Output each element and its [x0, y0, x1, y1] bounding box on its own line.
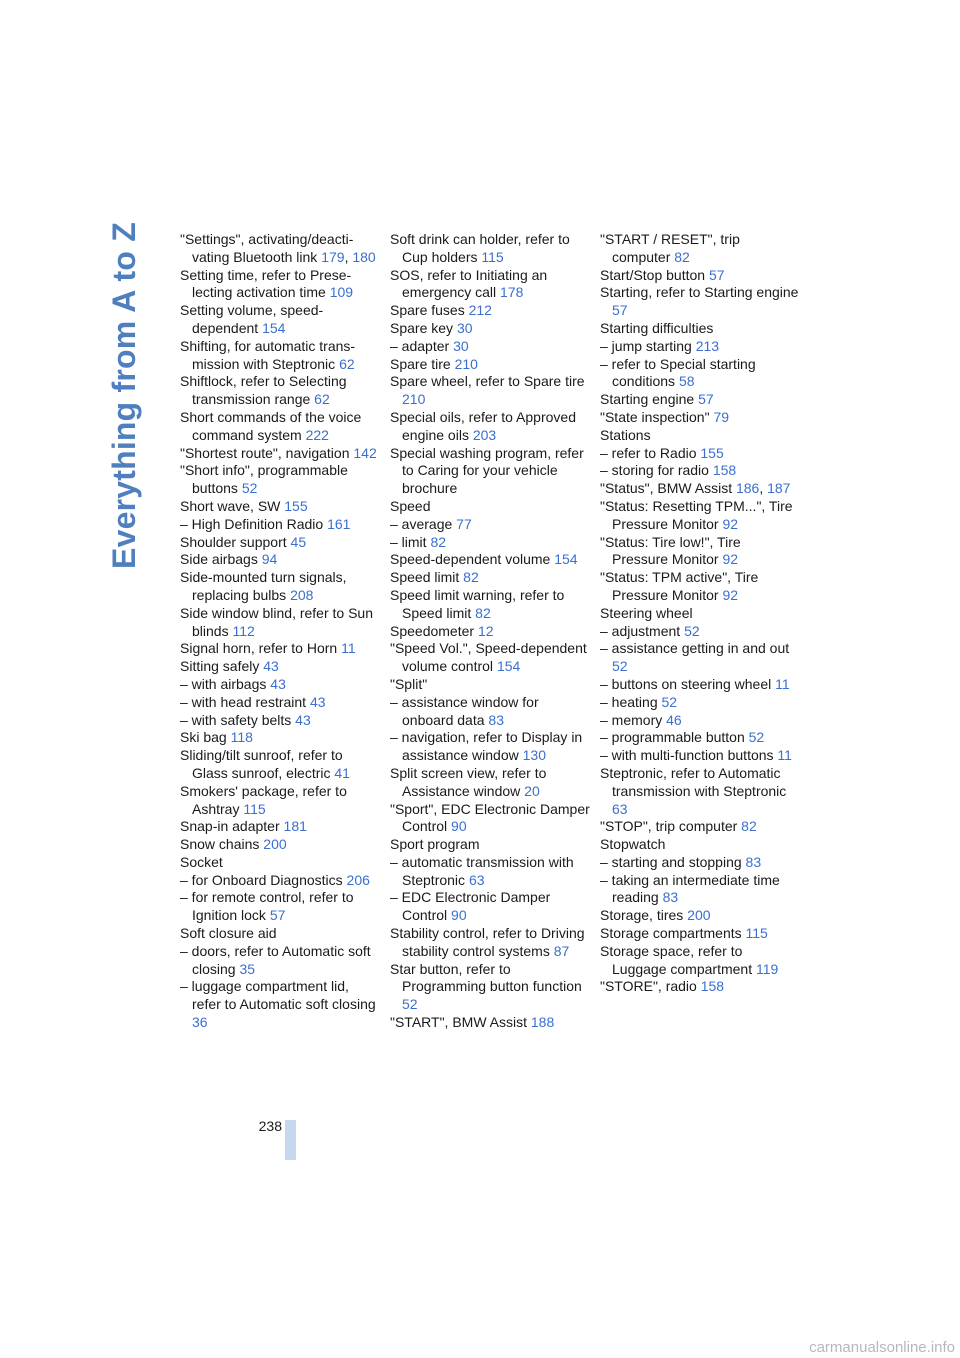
index-entry	[390, 801, 590, 837]
entry-text: Snow chains	[180, 836, 264, 853]
index-entry	[600, 356, 800, 392]
entry-text: Spare key	[390, 319, 457, 336]
index-entry	[600, 854, 800, 872]
index-entry	[600, 427, 800, 445]
page-link[interactable]: 52	[684, 622, 700, 639]
index-entry	[600, 623, 800, 641]
entry-text: Starting engine	[600, 391, 699, 408]
page-link[interactable]: 179	[321, 248, 345, 265]
index-entry	[390, 925, 590, 961]
index-entry	[180, 872, 380, 890]
page-link[interactable]: 92	[722, 586, 739, 603]
index-entry	[600, 391, 800, 409]
index-entry	[600, 534, 800, 570]
index-entry	[390, 623, 590, 641]
page-link[interactable]: 115	[745, 925, 768, 942]
entry-text: Starting, refer to Starting engine	[600, 284, 799, 301]
entry-text: Signal horn, refer to Horn	[180, 640, 342, 657]
page-link[interactable]: 210	[454, 355, 478, 372]
index-entry	[390, 302, 590, 320]
entry-text: – refer to Radio	[600, 444, 701, 461]
page-link[interactable]: 11	[341, 640, 356, 657]
page-link[interactable]: 187	[767, 480, 791, 497]
entry-text: "STOP", trip computer	[600, 818, 742, 835]
entry-text: "Shortest route", navigation	[180, 444, 354, 461]
page-link[interactable]: 43	[309, 693, 326, 710]
index-entry	[390, 356, 590, 374]
entry-text: – taking an intermediate time reading	[600, 871, 780, 906]
entry-text: "State inspection"	[600, 408, 714, 425]
entry-text: Short commands of the voice command system	[180, 408, 362, 443]
entry-text: Steering wheel	[600, 604, 693, 621]
entry-text: Special oils, refer to Approved engine oils	[390, 408, 576, 443]
page-link[interactable]: 154	[554, 551, 578, 568]
page-link[interactable]: 45	[290, 533, 307, 550]
entry-text: Spare tire	[390, 355, 455, 372]
page-link[interactable]: 57	[269, 907, 286, 924]
index-entry	[390, 765, 590, 801]
page-link[interactable]: 20	[524, 782, 540, 799]
index-entry	[180, 943, 380, 979]
index-entry	[180, 747, 380, 783]
index-column-1	[180, 231, 380, 1032]
index-entry	[390, 961, 590, 1014]
page-link[interactable]: 57	[708, 266, 725, 283]
index-entry	[600, 712, 800, 730]
index-entry	[390, 676, 590, 694]
page-link[interactable]: 92	[722, 551, 739, 568]
entry-text: – High Definition Radio	[180, 515, 328, 532]
entry-text: – with safety belts	[180, 711, 296, 728]
index-entry	[390, 373, 590, 409]
entry-text: Short wave, SW	[180, 497, 285, 514]
index-entry	[180, 267, 380, 303]
entry-text: – buttons on steering wheel	[600, 675, 776, 692]
page-link[interactable]: 12	[477, 622, 494, 639]
index-entry	[180, 676, 380, 694]
index-entry	[600, 925, 800, 943]
entry-text: "STORE", radio	[600, 978, 701, 995]
index-entry	[390, 516, 590, 534]
entry-text: Storage, tires	[600, 907, 688, 924]
page-link[interactable]: 115	[243, 800, 266, 817]
index-entry	[390, 445, 590, 498]
page-link[interactable]: 142	[353, 444, 377, 461]
index-entry	[600, 907, 800, 925]
page-link[interactable]: 130	[522, 747, 546, 764]
entry-text: – starting and stopping	[600, 853, 746, 870]
page-link[interactable]: 58	[678, 373, 695, 390]
index-entry	[180, 818, 380, 836]
page-link[interactable]: 90	[451, 907, 467, 924]
page-link[interactable]: 46	[666, 711, 682, 728]
entry-text: – for Onboard Diagnostics	[180, 871, 347, 888]
entry-text: Sitting safely	[180, 658, 264, 675]
index-entry	[390, 409, 590, 445]
entry-text: Storage space, refer to Luggage compartment	[600, 942, 756, 977]
index-entry	[600, 267, 800, 285]
index-entry	[600, 284, 800, 320]
page-link[interactable]: 155	[700, 444, 724, 461]
page-link[interactable]: 154	[262, 319, 286, 336]
page-link[interactable]: 82	[674, 248, 690, 265]
page-link[interactable]: 83	[662, 889, 679, 906]
entry-text: "Status", BMW Assist	[600, 480, 736, 497]
index-entry	[180, 978, 380, 1031]
entry-text: Shoulder support	[180, 533, 291, 550]
index-entry	[600, 569, 800, 605]
index-entry	[600, 231, 800, 267]
index-entry	[600, 694, 800, 712]
index-entry	[180, 889, 380, 925]
entry-text: Storage compartments	[600, 925, 746, 942]
page-link[interactable]: 11	[777, 747, 792, 764]
entry-text: "Split"	[390, 675, 428, 692]
entry-text: Socket	[180, 853, 223, 870]
entry-text: – luggage compartment lid, refer to Automatic soft closing	[180, 978, 376, 1013]
entry-text: Soft drink can holder, refer to Cup holders	[390, 231, 570, 265]
page-link[interactable]: 52	[241, 480, 258, 497]
index-entry	[390, 854, 590, 890]
index-entry	[180, 498, 380, 516]
page-link[interactable]: 112	[232, 622, 255, 639]
index-entry	[180, 338, 380, 374]
index-entry	[600, 729, 800, 747]
sidebar-title-text: Everything from A to Z	[105, 221, 142, 569]
page-link[interactable]: 178	[500, 284, 524, 301]
index-entry	[180, 516, 380, 534]
index-entry	[600, 818, 800, 836]
index-entry	[180, 658, 380, 676]
page-link[interactable]: 82	[463, 569, 479, 586]
index-entry	[180, 445, 380, 463]
page-link[interactable]: 30	[456, 319, 473, 336]
page-link[interactable]: 119	[755, 960, 779, 977]
index-entry	[390, 320, 590, 338]
entry-text: Steptronic, refer to Automatic transmission with Steptronic	[600, 764, 787, 799]
entry-text: "Status: Resetting TPM...", Tire Pressure Monitor	[600, 497, 793, 532]
index-entry	[180, 640, 380, 658]
entry-text: Speed limit	[390, 569, 464, 586]
entry-text: – heating	[600, 693, 662, 710]
index-entry	[180, 302, 380, 338]
page-link[interactable]: 92	[722, 515, 739, 532]
page-link[interactable]: 52	[748, 729, 765, 746]
page-link[interactable]: 41	[334, 764, 350, 781]
page-link[interactable]: 208	[290, 586, 314, 603]
index-entry	[600, 872, 800, 908]
page-link[interactable]: 203	[472, 426, 497, 443]
entry-text: – with head restraint	[180, 693, 310, 710]
entry-text: "START / RESET", trip computer	[600, 231, 740, 265]
index-entry	[390, 836, 590, 854]
index-entry	[600, 498, 800, 534]
entry-text: Smokers' package, refer to Ashtray	[180, 782, 347, 817]
entry-text: – EDC Electronic Damper Control	[390, 889, 551, 924]
page-link[interactable]: 200	[687, 907, 711, 924]
page-link[interactable]: 188	[530, 1014, 555, 1031]
entry-text: Speedometer	[390, 622, 478, 639]
index-entry	[390, 231, 590, 267]
entry-text: – with multi-function buttons	[600, 747, 778, 764]
index-entry	[180, 605, 380, 641]
page-link[interactable]: 36	[192, 1014, 208, 1031]
entry-text: – storing for radio	[600, 462, 713, 479]
index-entry	[600, 747, 800, 765]
index-entry	[390, 338, 590, 356]
index-entry	[390, 640, 590, 676]
entry-text: – memory	[600, 711, 667, 728]
entry-text: Stability control, refer to Driving stability control systems	[390, 925, 585, 959]
entry-text: – adapter	[390, 337, 454, 354]
index-entry	[600, 836, 800, 854]
page-link[interactable]: 186	[735, 480, 760, 497]
page-number: 238	[258, 1118, 282, 1134]
index-entry	[600, 445, 800, 463]
page-link[interactable]: 43	[270, 675, 286, 692]
index-entry	[180, 729, 380, 747]
page-link[interactable]: 63	[612, 800, 628, 817]
page-link[interactable]: 83	[488, 711, 504, 728]
page-link[interactable]: 213	[695, 337, 720, 354]
page-link[interactable]: 62	[314, 391, 330, 408]
index-entry: "Status", BMW Assist 186, 187	[600, 480, 791, 497]
page-link[interactable]: 210	[402, 391, 426, 408]
entry-text: – jump starting	[600, 337, 696, 354]
page-link[interactable]: 52	[661, 693, 678, 710]
entry-text: Side window blind, refer to Sun blinds	[180, 604, 373, 639]
page-link[interactable]: 57	[612, 302, 628, 319]
entry-text: – programmable button	[600, 729, 749, 746]
page-link[interactable]: 94	[261, 551, 278, 568]
entry-text: – assistance window for onboard data	[390, 693, 539, 728]
index-entry	[180, 925, 380, 943]
index-entry	[180, 712, 380, 730]
index-entry	[180, 534, 380, 552]
index-entry	[180, 569, 380, 605]
index-column-3	[600, 231, 800, 996]
index-entry	[180, 783, 380, 819]
entry-text: "Short info", programmable buttons	[180, 462, 348, 497]
page-link[interactable]: 35	[239, 960, 256, 977]
page-link[interactable]: 161	[327, 515, 351, 532]
page-bar	[285, 1120, 296, 1160]
entry-text: Speed-dependent volume	[390, 551, 555, 568]
entry-text: Split screen view, refer to Assistance window	[390, 764, 547, 799]
entry-text: – with airbags	[180, 675, 271, 692]
entry-text: – doors, refer to Automatic soft closing	[180, 942, 371, 977]
index-entry	[180, 694, 380, 712]
page-link[interactable]: 90	[451, 818, 467, 835]
index-entry	[390, 534, 590, 552]
index-entry: "Settings", activating/deactivating Bluetooth link 179, 180	[180, 231, 376, 265]
entry-text: Side-mounted turn signals, replacing bulbs	[180, 569, 347, 603]
entry-text: – average	[390, 515, 457, 532]
index-entry	[390, 498, 590, 516]
index-entry	[390, 694, 590, 730]
index-entry	[600, 676, 800, 694]
entry-text: "Speed Vol.", Speed-dependent volume control	[390, 640, 587, 675]
index-entry	[180, 409, 380, 445]
index-entry	[600, 640, 800, 676]
page-link[interactable]: 109	[329, 284, 354, 301]
entry-text: – for remote control, refer to Ignition lock	[180, 889, 354, 924]
entry-text: Setting time, refer to Preselecting activation time	[180, 266, 352, 301]
entry-text: Start/Stop button	[600, 266, 709, 283]
entry-text: "START", BMW Assist	[390, 1014, 531, 1031]
page-link[interactable]: 79	[713, 408, 730, 425]
index-entry	[600, 765, 800, 818]
index-entry	[600, 462, 800, 480]
page-link[interactable]: 83	[745, 853, 762, 870]
entry-text: – assistance getting in and out	[600, 640, 790, 657]
page-link[interactable]: 52	[402, 996, 418, 1013]
entry-text: "Settings", activating/deactivating Bluetooth link	[180, 231, 354, 265]
entry-text: Soft closure aid	[180, 925, 277, 942]
page-link[interactable]: 118	[230, 729, 253, 746]
index-column-2	[390, 231, 590, 1032]
entry-text: Shiftlock, refer to Selecting transmission range	[180, 373, 347, 408]
page-link[interactable]: 52	[612, 658, 628, 675]
page-link[interactable]: 200	[263, 836, 287, 853]
index-entry	[600, 943, 800, 979]
page-link[interactable]: 43	[263, 658, 279, 675]
entry-text: Side airbags	[180, 551, 262, 568]
entry-text: SOS, refer to Initiating an emergency call	[390, 266, 548, 301]
index-entry	[180, 836, 380, 854]
page-link[interactable]: 62	[339, 355, 355, 372]
index-entry	[600, 605, 800, 623]
entry-text: "Status: Tire low!", Tire Pressure Monitor	[600, 533, 741, 568]
page-link[interactable]: 154	[496, 658, 521, 675]
page-link[interactable]: 57	[698, 391, 714, 408]
page-link[interactable]: 11	[775, 675, 790, 692]
entry-text: – adjustment	[600, 622, 685, 639]
index-entry	[600, 320, 800, 338]
index-entry	[390, 569, 590, 587]
index-entry	[180, 373, 380, 409]
page-link[interactable]: 87	[553, 942, 570, 959]
entry-text: Star button, refer to Programming button function	[390, 960, 582, 995]
index-entry	[600, 978, 800, 996]
index-entry	[390, 551, 590, 569]
page-link[interactable]: 212	[468, 302, 492, 319]
index-entry	[390, 729, 590, 765]
index-entry	[600, 409, 800, 427]
page-link[interactable]: 222	[305, 426, 329, 443]
entry-text: Speed	[390, 497, 431, 514]
entry-text: Spare fuses	[390, 302, 469, 319]
sidebar-title	[84, 221, 164, 569]
entry-text: Shifting, for automatic transmission with Steptronic	[180, 337, 356, 372]
entry-text: Special washing program, refer to Caring for your vehicle brochure	[390, 444, 584, 497]
entry-text: "Sport", EDC Electronic Damper Control	[390, 800, 590, 835]
entry-text: Stations	[600, 426, 651, 443]
entry-text: Snap-in adapter	[180, 818, 284, 835]
entry-text: Speed limit warning, refer to Speed limit	[390, 586, 565, 621]
page-link[interactable]: 82	[741, 818, 757, 835]
page-link[interactable]: 155	[284, 497, 308, 514]
page-link[interactable]: 158	[712, 462, 737, 479]
index-entry	[180, 462, 380, 498]
index-entry	[390, 267, 590, 303]
index-entry	[180, 551, 380, 569]
entry-text: Sliding/tilt sunroof, refer to Glass sunroof, electric	[180, 747, 343, 781]
watermark: carmanualsonline.info	[809, 1339, 955, 1356]
entry-text: – limit	[390, 533, 431, 550]
page-link[interactable]: 43	[295, 711, 311, 728]
entry-text: Starting difficulties	[600, 319, 714, 336]
entry-text: "Status: TPM active", Tire Pressure Monitor	[600, 569, 759, 603]
page-link[interactable]: 181	[283, 818, 307, 835]
index-entry	[180, 854, 380, 872]
index-entry	[600, 338, 800, 356]
page-link[interactable]: 63	[468, 871, 485, 888]
entry-text: – refer to Special starting conditions	[600, 355, 756, 390]
page-link[interactable]: 77	[456, 515, 472, 532]
index-entry	[390, 1014, 590, 1032]
entry-text: Setting volume, speed-dependent	[180, 302, 324, 336]
index-entry	[390, 889, 590, 925]
page-link[interactable]: 82	[430, 533, 447, 550]
page-link[interactable]: 115	[481, 248, 504, 265]
page-link[interactable]: 30	[453, 337, 469, 354]
entry-text: Spare wheel, refer to Spare tire	[390, 373, 585, 390]
page-link[interactable]: 180	[352, 248, 376, 265]
entry-text: – navigation, refer to Display in assistance window	[390, 729, 583, 764]
entry-text: Ski bag	[180, 729, 231, 746]
page-link[interactable]: 82	[475, 604, 491, 621]
page-link[interactable]: 206	[346, 871, 370, 888]
entry-text: – automatic transmission with Steptronic	[390, 853, 574, 888]
entry-text: Stopwatch	[600, 836, 666, 853]
index-entry	[390, 587, 590, 623]
entry-text: Sport program	[390, 836, 480, 853]
page-link[interactable]: 158	[700, 978, 725, 995]
